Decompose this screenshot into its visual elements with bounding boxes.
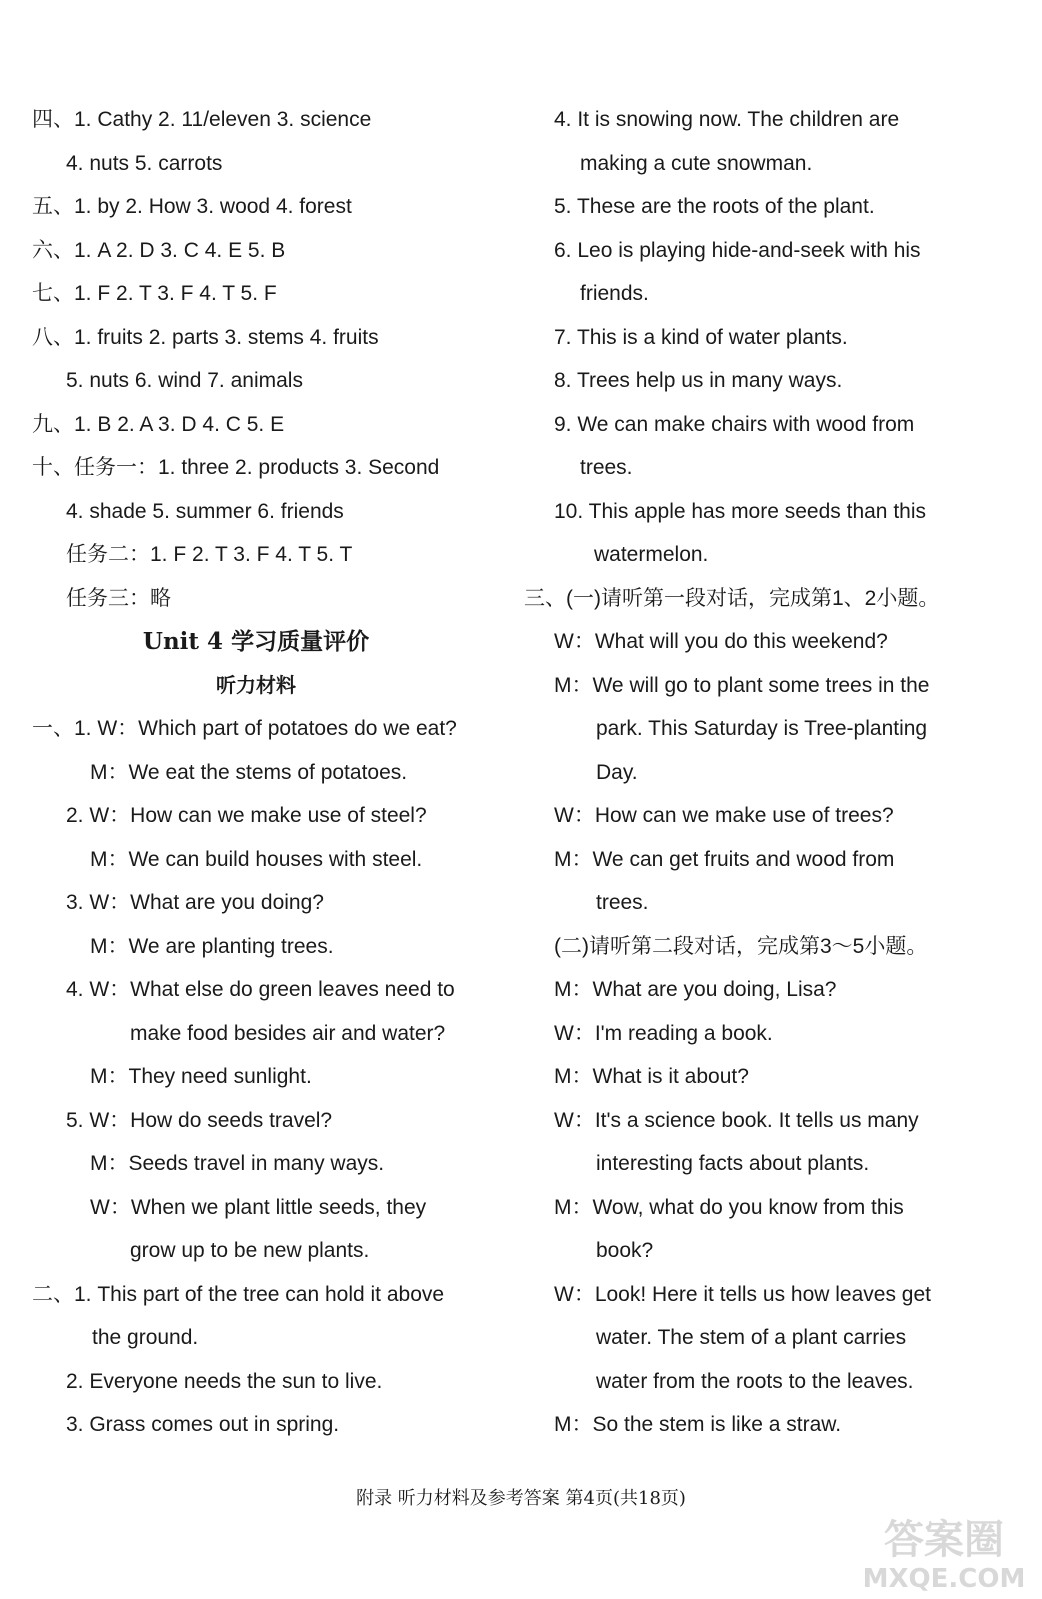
script-line: M：We can build houses with steel. [90,847,423,871]
script-line: M：What are you doing, Lisa? [554,978,837,1001]
script-line: 2. Everyone needs the sun to live. [66,1369,383,1393]
script-line: water. The stem of a plant carries [596,1326,907,1349]
answer-line-five: 五、1. by 2. How 3. wood 4. forest [32,195,352,218]
script-line: 二、1. This part of the tree can hold it above [32,1282,445,1306]
script-line: W：Look! Here it tells us how leaves get [554,1282,931,1306]
watermark-bottom: MXQE.COM [862,1564,1026,1594]
script-line: make food besides air and water? [130,1021,446,1045]
section-heading-unit4: Unit 4 学习质量评价 [142,628,370,655]
answer-line-ten-task3: 任务三：略 [66,586,171,610]
script-line: 4. W：What else do green leaves need to [66,978,455,1001]
script-line: M：We are planting trees. [90,934,334,958]
answer-line-eight-cont: 5. nuts 6. wind 7. animals [66,369,303,392]
script-line: M：We eat the stems of potatoes. [90,760,408,784]
script-line: friends. [580,282,649,305]
left-column [32,104,480,1453]
script-line: 6. Leo is playing hide-and-seek with his [554,238,921,262]
answer-line-six: 六、1. A 2. D 3. C 4. E 5. B [32,238,286,262]
watermark-top: 答案圈 [884,1517,1004,1563]
script-line: making a cute snowman. [580,151,813,175]
script-line: 3. W：What are you doing? [66,891,324,914]
script-line: 4. It is snowing now. The children are [554,108,900,131]
script-line: interesting facts about plants. [596,1152,870,1175]
script-line: book? [596,1239,654,1262]
answer-line-seven: 七、1. F 2. T 3. F 4. T 5. F [32,282,277,305]
answer-line-nine: 九、1. B 2. A 3. D 4. C 5. E [32,412,285,436]
script-line: W：What will you do this weekend? [554,630,888,653]
script-line: trees. [596,891,649,914]
script-line: W：When we plant little seeds, they [90,1195,427,1219]
answer-line-ten-task1-cont: 4. shade 5. summer 6. friends [66,499,344,523]
script-line: 9. We can make chairs with wood from [554,412,915,436]
script-line: M：Wow, what do you know from this [554,1195,904,1219]
script-line: 8. Trees help us in many ways. [554,369,843,392]
section-three-part2-heading: (二)请听第二段对话，完成第3～5小题。 [554,934,928,958]
script-line: 一、1. W：Which part of potatoes do we eat? [32,717,457,740]
script-line: park. This Saturday is Tree-planting [596,717,928,740]
script-line: 10. This apple has more seeds than this [554,499,927,523]
answer-line-ten-task2: 任务二：1. F 2. T 3. F 4. T 5. T [66,543,353,566]
script-line: W：It's a science book. It tells us many [554,1108,919,1132]
script-line: M：They need sunlight. [90,1065,312,1088]
answer-line-four-cont: 4. nuts 5. carrots [66,151,223,175]
script-line: M：What is it about? [554,1065,749,1088]
script-line: 5. W：How do seeds travel? [66,1108,333,1132]
script-line: trees. [580,456,633,479]
script-line: W：I'm reading a book. [554,1021,773,1045]
script-line: W：How can we make use of trees? [554,804,894,827]
answer-line-four: 四、1. Cathy 2. 11/eleven 3. science [32,108,372,131]
section-subheading-listening: 听力材料 [216,674,296,697]
script-line: M：We will go to plant some trees in the [554,673,930,697]
watermark-logo [832,1505,1032,1595]
answer-line-ten-task1: 十、任务一：1. three 2. products 3. Second [32,456,440,479]
answer-line-eight: 八、1. fruits 2. parts 3. stems 4. fruits [32,325,379,349]
script-line: Day. [596,760,638,784]
script-line: grow up to be new plants. [130,1239,370,1262]
script-line: 5. These are the roots of the plant. [554,195,875,218]
script-line: M：We can get fruits and wood from [554,847,895,871]
script-line: watermelon. [594,543,709,566]
script-line: the ground. [92,1326,199,1349]
script-line: water from the roots to the leaves. [596,1369,914,1393]
script-line: 2. W：How can we make use of steel? [66,804,427,827]
right-column [524,104,958,1453]
section-three-part1-heading: 三、(一)请听第一段对话，完成第1、2小题。 [524,586,940,610]
script-line: M：Seeds travel in many ways. [90,1152,385,1175]
script-line: 3. Grass comes out in spring. [66,1413,340,1436]
page-footer: 附录 听力材料及参考答案 第4页(共18页) [356,1488,686,1509]
script-line: M：So the stem is like a straw. [554,1413,842,1436]
script-line: 7. This is a kind of water plants. [554,325,848,349]
